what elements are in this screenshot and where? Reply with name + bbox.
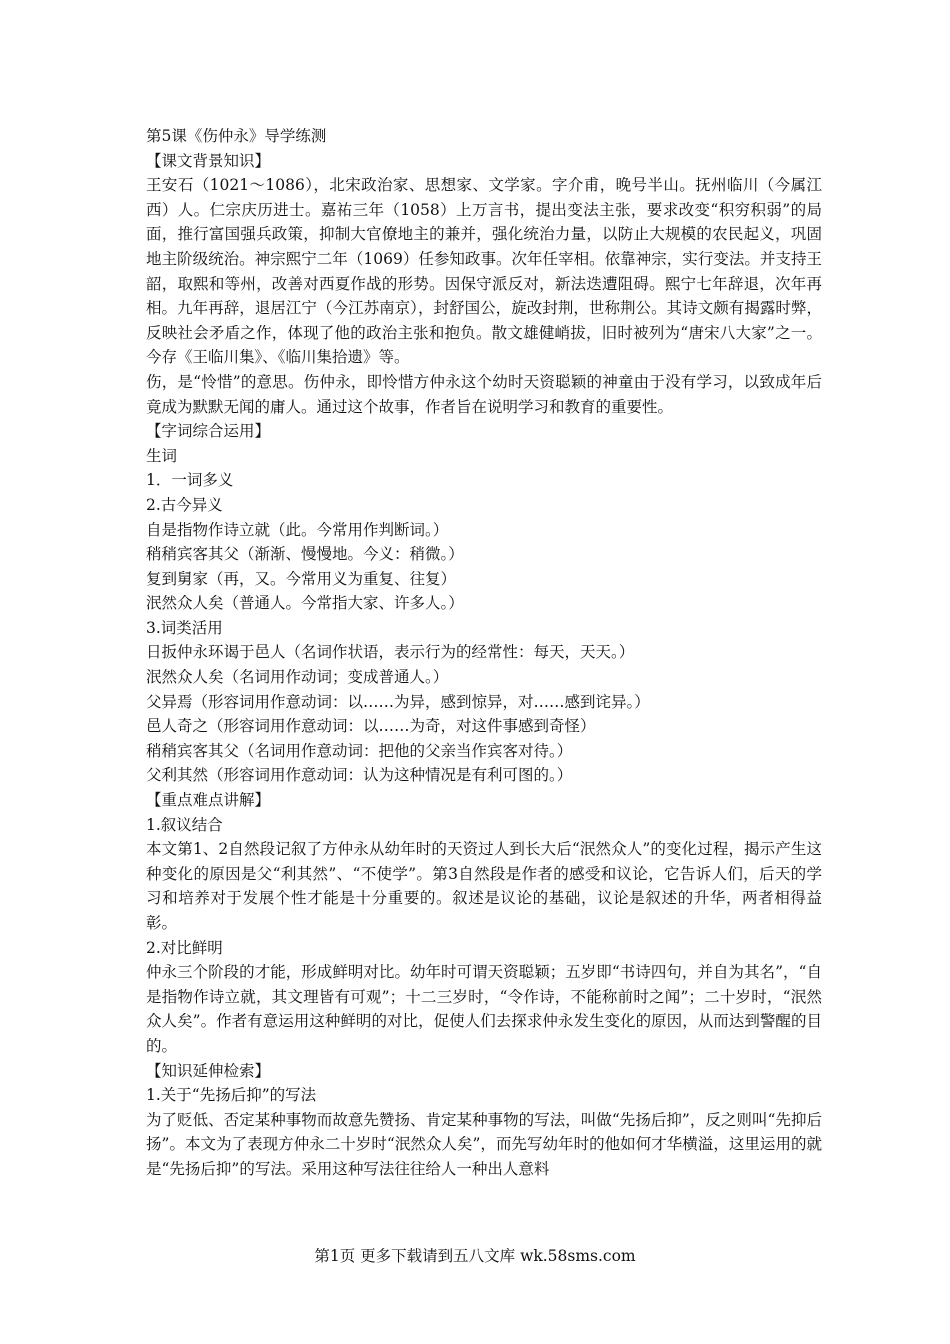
list-item: 泯然众人矣（名词用作动词；变成普通人。） [146, 668, 449, 687]
extension-point-1-text: 为了贬低、否定某种事物而故意先赞扬、肯定某种事物的写法，叫做“先扬后抑”，反之则叫“先抑后扬”。本文为了表现方仲永二十岁时“泯然众人矣”，而先写幼年时的他如何才华横溢，这里运用的就是“先扬后抑”的写法。采用这种写法往往给人一种出人意料 [146, 1110, 822, 1178]
list-item: 父异焉（形容词用作意动词：以……为异，感到惊异，对……感到诧异。） [146, 692, 650, 711]
section-heading-background: 【课文背景知识】 [146, 151, 271, 170]
list-item: 复到舅家（再，又。今常用义为重复、往复） [146, 569, 457, 588]
section-heading-extension: 【知识延伸检索】 [146, 1061, 271, 1080]
background-paragraph-author: 王安石（1021～1086），北宋政治家、思想家、文学家。字介甫，晚号半山。抚州临川（今属江西）人。仁宗庆历进士。嘉祐三年（1058）上万言书，提出变法主张，要求改变“积穷积弱”的局面，推行富国强兵政策，抑制大官僚地主的兼并，强化统治力量，以防止大规模的农民起义，巩固地主阶级统治。神宗熙宁二年（1069）任参知政事。次年任宰相。依靠神宗，实行变法。并支持王韶，取熙和等州，改善对西夏作战的形势。因保守派反对，新法迭遭阻碍。熙宁七年辞退，次年再相。九年再辞，退居江宁（今江苏南京），封舒国公，旋改封荆，世称荆公。其诗文颇有揭露时弊，反映社会矛盾之作，体现了他的政治主张和抱负。散文雄健峭拔，旧时被列为“唐宋八大家”之一。今存《王临川集》、《临川集拾遗》等。 [146, 176, 822, 367]
list-item: 邑人奇之（形容词用作意动词：以……为奇，对这件事感到奇怪） [146, 717, 596, 736]
key-point-2-text: 仲永三个阶段的才能，形成鲜明对比。幼年时可谓天资聪颖；五岁即“书诗四句，并自为其名”，“自是指物作诗立就，其文理皆有可观”；十二三岁时，“令作诗，不能称前时之闻”；二十岁时，“泯然众人矣”。作者有意运用这种鲜明的对比，促使人们去探求仲永发生变化的原因，从而达到警醒的目的。 [146, 963, 822, 1055]
key-point-1-text: 本文第1、2自然段记叙了方仲永从幼年时的天资过人到长大后“泯然众人”的变化过程，揭示产生这种变化的原因是父“利其然”、“不使学”。第3自然段是作者的感受和议论，它告诉人们，后天的学习和培养对于发展个性才能是十分重要的。叙述是议论的基础，议论是叙述的升华，两者相得益彰。 [146, 840, 822, 932]
extension-point-1-title: 1.关于“先扬后抑”的写法 [146, 1086, 317, 1105]
background-paragraph-title-meaning: 伤，是“怜惜”的意思。伤仲永，即怜惜方仲永这个幼时天资聪颖的神童由于没有学习，以致成年后竟成为默默无闻的庸人。通过这个故事，作者旨在说明学习和教育的重要性。 [146, 372, 822, 416]
document-body [146, 124, 822, 1182]
subheading-new-words: 生词 [146, 446, 178, 465]
item-word-class: 3.词类活用 [146, 618, 223, 637]
document-title: 第5课《伤仲永》导学练测 [146, 127, 327, 145]
key-point-1-title: 1.叙议结合 [146, 815, 223, 834]
list-item: 稍稍宾客其父（渐渐、慢慢地。今义：稍微。） [146, 545, 464, 564]
item-ancient-modern: 2.古今异义 [146, 495, 223, 514]
list-item: 自是指物作诗立就（此。今常用作判断词。） [146, 520, 449, 539]
item-polysemy: 1．一词多义 [146, 471, 234, 490]
page-footer: 第1页 更多下载请到五八文库 wk.58sms.com [314, 1247, 636, 1265]
list-item: 父利其然（形容词用作意动词：认为这种情况是有利可图的。） [146, 766, 573, 785]
list-item: 稍稍宾客其父（名词用作意动词：把他的父亲当作宾客对待。） [146, 741, 573, 760]
section-heading-key-points: 【重点难点讲解】 [146, 791, 271, 810]
section-heading-vocabulary: 【字词综合运用】 [146, 422, 271, 441]
list-item: 日扳仲永环谒于邑人（名词作状语，表示行为的经常性：每天，天天。） [146, 643, 635, 662]
key-point-2-title: 2.对比鲜明 [146, 938, 223, 957]
list-item: 泯然众人矣（普通人。今常指大家、许多人。） [146, 594, 464, 613]
